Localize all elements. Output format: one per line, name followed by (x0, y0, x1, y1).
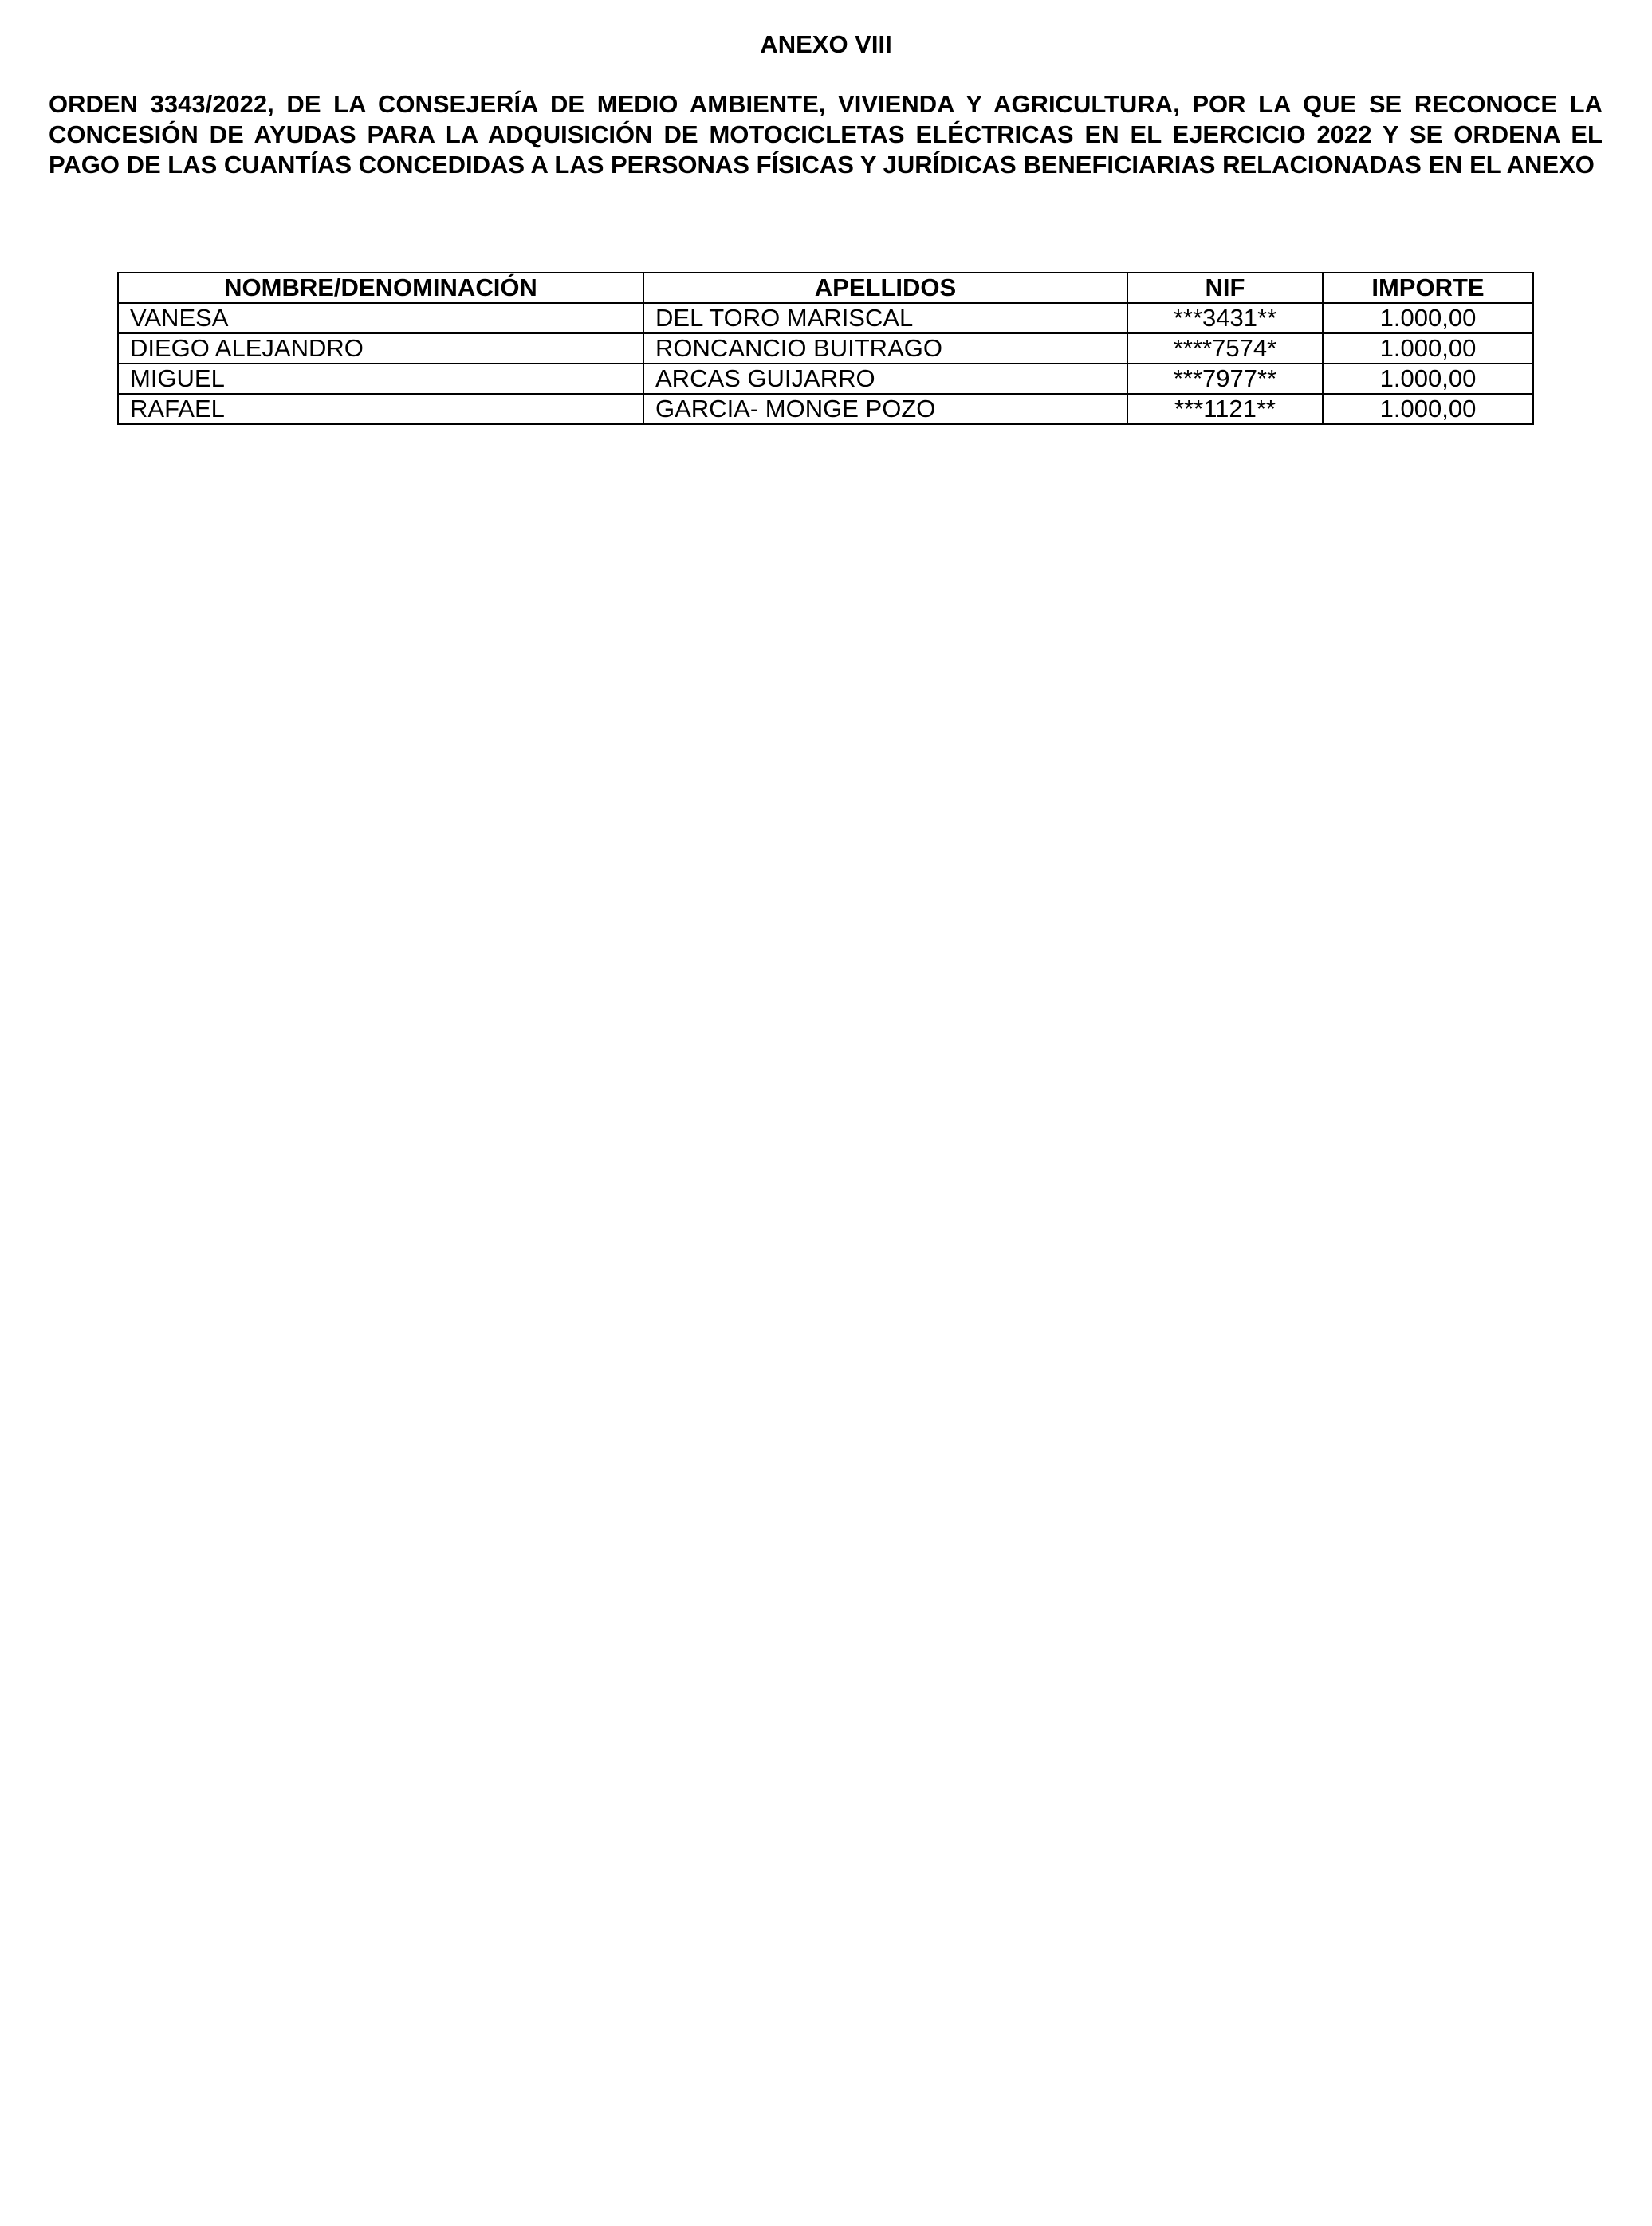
cell-importe: 1.000,00 (1323, 333, 1533, 364)
cell-nif: ***3431** (1127, 303, 1323, 333)
cell-apellidos: DEL TORO MARISCAL (643, 303, 1127, 333)
cell-nombre: RAFAEL (118, 394, 643, 424)
table-row (118, 364, 1533, 394)
beneficiaries-table (117, 272, 1534, 425)
table-header-row (118, 273, 1533, 303)
column-header-apellidos: APELLIDOS (643, 273, 1127, 303)
column-header-importe: IMPORTE (1323, 273, 1533, 303)
cell-apellidos: RONCANCIO BUITRAGO (643, 333, 1127, 364)
column-header-nombre: NOMBRE/DENOMINACIÓN (118, 273, 643, 303)
cell-nombre: VANESA (118, 303, 643, 333)
table-row (118, 333, 1533, 364)
cell-nif: ***1121** (1127, 394, 1323, 424)
cell-nombre: MIGUEL (118, 364, 643, 394)
cell-importe: 1.000,00 (1323, 394, 1533, 424)
cell-importe: 1.000,00 (1323, 303, 1533, 333)
table-row (118, 303, 1533, 333)
cell-nif: ****7574* (1127, 333, 1323, 364)
cell-nombre: DIEGO ALEJANDRO (118, 333, 643, 364)
cell-importe: 1.000,00 (1323, 364, 1533, 394)
cell-apellidos: GARCIA- MONGE POZO (643, 394, 1127, 424)
column-header-nif: NIF (1127, 273, 1323, 303)
order-heading: ORDEN 3343/2022, DE LA CONSEJERÍA DE MEDIO AMBIENTE, VIVIENDA Y AGRICULTURA, POR LA QUE SE RECONOCE LA CONCESIÓN DE AYUDAS PARA LA ADQUISICIÓN DE MOTOCICLETAS ELÉCTRICAS EN EL EJERCICIO 2022 Y SE ORDENA EL PAGO DE LAS CUANTÍAS CONCEDIDAS A LAS PERSONAS FÍSICAS Y JURÍDICAS BENEFICIARIAS RELACIONADAS EN EL ANEXO (49, 90, 1603, 179)
cell-apellidos: ARCAS GUIJARRO (643, 364, 1127, 394)
annex-title: ANEXO VIII (760, 30, 892, 58)
cell-nif: ***7977** (1127, 364, 1323, 394)
table-row (118, 394, 1533, 424)
